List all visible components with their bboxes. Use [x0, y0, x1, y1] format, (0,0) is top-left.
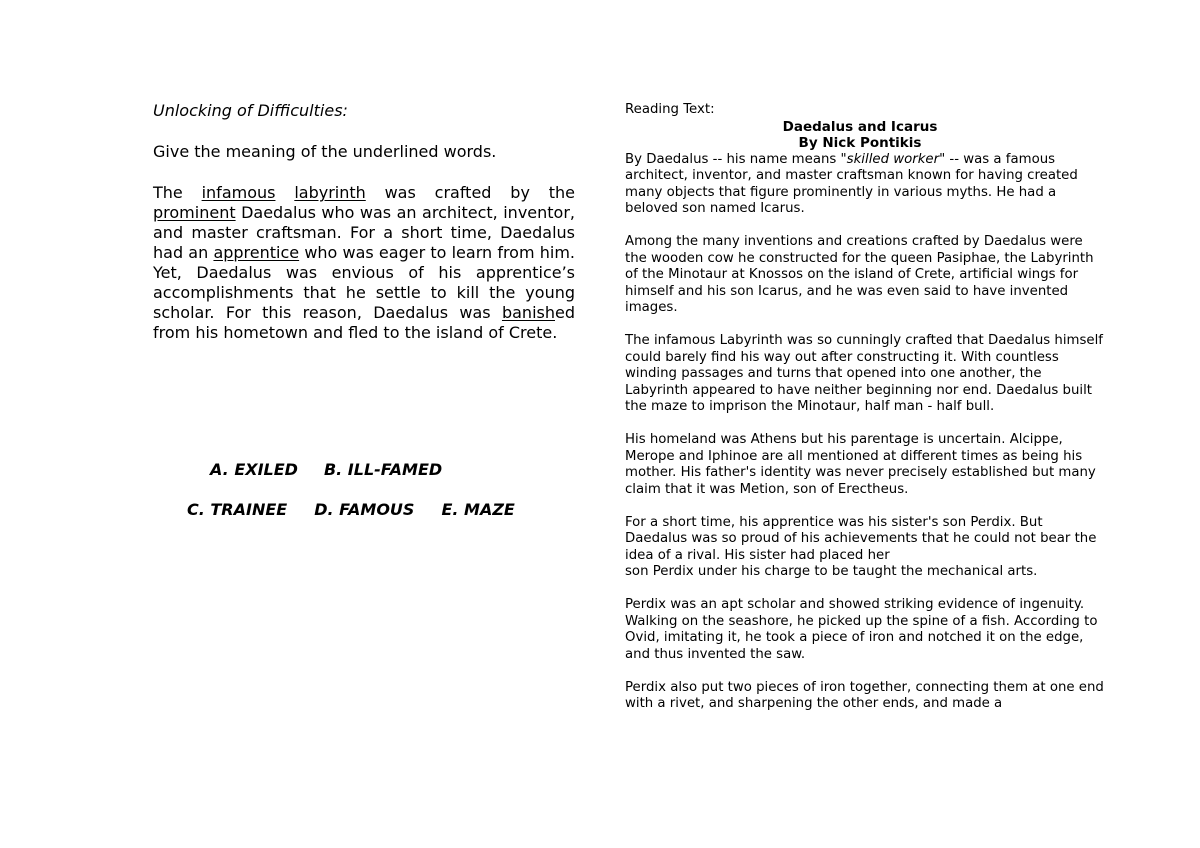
answer-choices — [153, 460, 575, 520]
choice-row — [210, 460, 575, 480]
underlined-word-labyrinth: labyrinth — [294, 183, 366, 202]
story-title: Daedalus and Icarus — [782, 118, 938, 135]
paragraph-2: Among the many inventions and creations crafted by Daedalus were the wooden cow he constructed for the queen Pasiphae, the Labyrinth of the Minotaur at Knossos on the island of Crete, artificial wings for himself and his son Icarus, and he was even said to have invented images. — [625, 234, 1094, 315]
paragraph-text: son Perdix under his charge to be taught the mechanical arts. — [625, 564, 1038, 579]
paragraph-3: The infamous Labyrinth was so cunningly crafted that Daedalus himself could barely find his way out after constructing it. With countless winding passages and turns that opened into one another, the Labyrinth appeared to have neither beginning nor end. Daedalus built the maze to imprison the Minotaur, half man - half bull. — [625, 333, 1103, 414]
paragraph-7: Perdix also put two pieces of iron together, connecting them at one end with a rivet, and sharpening the other ends, and made a — [625, 679, 1104, 711]
underlined-word-banish: banish — [501, 303, 555, 322]
reading-text-label: Reading Text: — [625, 102, 715, 117]
choice-c: C. TRAINEE — [187, 500, 288, 519]
paragraph-1 — [625, 152, 1105, 218]
choice-a: A. EXILED — [210, 460, 298, 479]
passage-text — [275, 183, 294, 202]
underlined-word-apprentice: apprentice — [213, 243, 300, 262]
instruction-text: Give the meaning of the underlined words. — [153, 142, 497, 161]
italic-phrase: skilled worker — [846, 151, 940, 167]
reading-text-column — [625, 102, 1105, 713]
passage-text: Daedalus who was an architect, inventor, and master craftsman. For a short time, Daedalus had an — [153, 203, 575, 262]
underlined-word-infamous: infamous — [201, 183, 276, 202]
paragraph-4: His homeland was Athens but his parentage is uncertain. Alcippe, Merope and Iphinoe are all mentioned at different times as being his mother. His father's identity was never precisely established but many claim that it was Metion, son of Erectheus. — [625, 432, 1096, 497]
choice-b: B. ILL-FAMED — [323, 460, 443, 479]
choice-d: D. FAMOUS — [314, 500, 415, 519]
underlined-word-prominent: prominent — [153, 203, 236, 222]
vocabulary-passage — [153, 183, 575, 343]
paragraph-5 — [625, 515, 1105, 581]
passage-text: ed from his hometown and fled to the island of Crete. — [153, 303, 575, 342]
passage-text: The — [153, 183, 202, 202]
choice-row — [187, 500, 575, 520]
section-heading: Unlocking of Difficulties: — [153, 101, 348, 120]
story-author: By Nick Pontikis — [798, 135, 922, 151]
paragraph-text: By Daedalus -- his name means " — [625, 151, 847, 167]
paragraph-6: Perdix was an apt scholar and showed striking evidence of ingenuity. Walking on the seashore, he picked up the spine of a fish. According to Ovid, imitating it, he took a piece of iron and notched it on the edge, and thus invented the saw. — [625, 597, 1098, 662]
paragraph-text: For a short time, his apprentice was his sister's son Perdix. But Daedalus was so proud of his achievements that he could not bear the idea of a rival. His sister had placed her — [625, 514, 1097, 563]
choice-e: E. MAZE — [441, 500, 515, 519]
paragraph-text: " -- was a famous architect, inventor, and master craftsman known for having created many objects that figure prominently in various myths. He had a beloved son named Icarus. — [625, 151, 1078, 216]
passage-text: was crafted by the — [365, 183, 576, 202]
passage-text: who was eager to learn from him. Yet, Daedalus was envious of his apprentice’s accomplishments that he settle to kill the young scholar. For this reason, Daedalus was — [153, 243, 576, 322]
left-column — [153, 100, 576, 519]
